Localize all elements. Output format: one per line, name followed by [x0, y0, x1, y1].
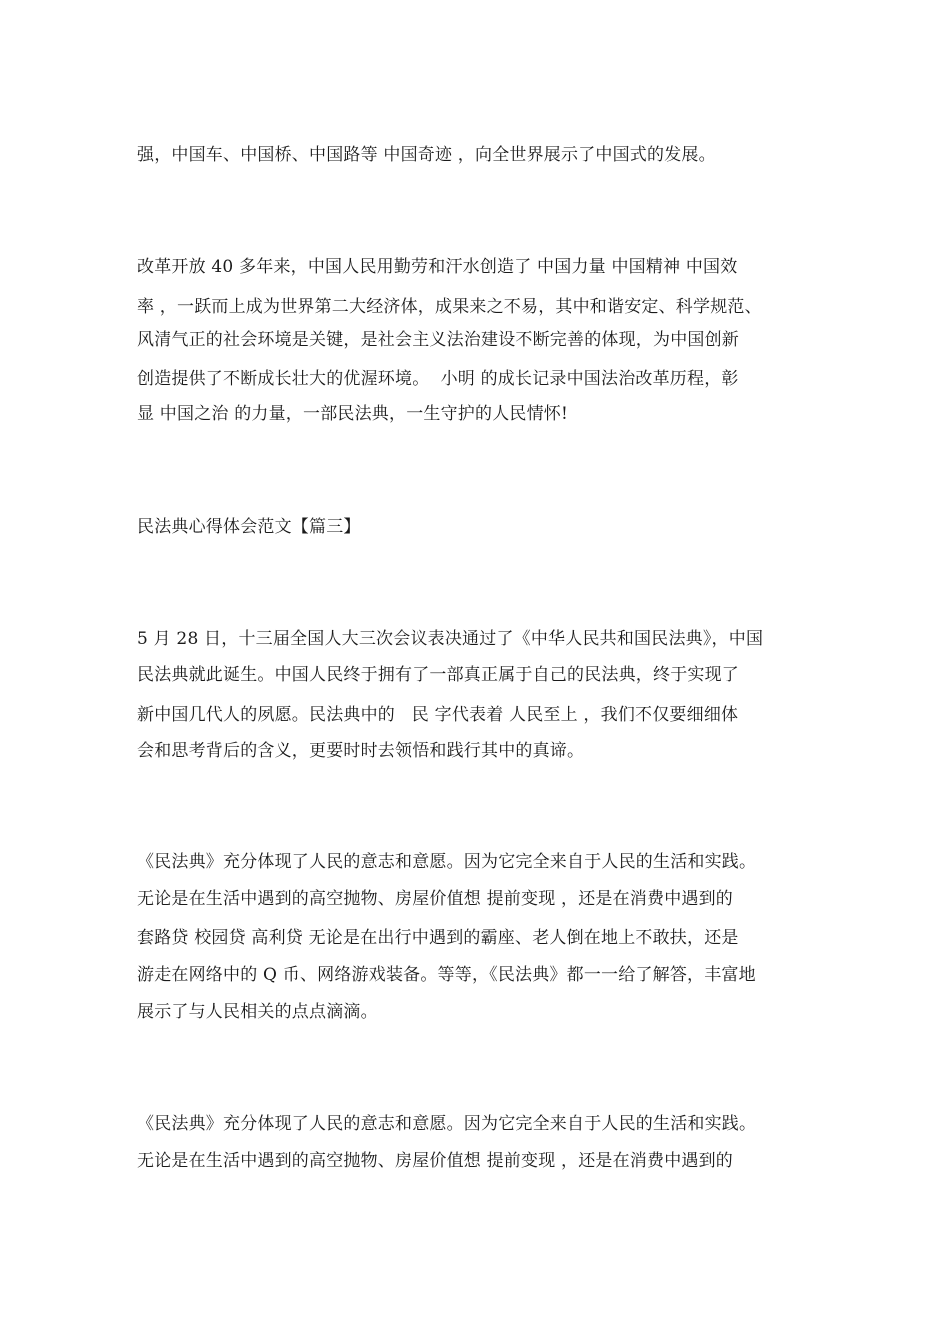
paragraph-2-line-5: 显 中国之治 的力量，一部民法典，一生守护的人民情怀!: [137, 404, 569, 424]
paragraph-6-line-1: 《民法典》充分体现了人民的意志和意愿。因为它完全来自于人民的生活和实践。: [137, 1114, 757, 1134]
paragraph-4-line-3: 新中国几代人的夙愿。民法典中的 民 字代表着 人民至上 ，我们不仅要细细体: [137, 705, 739, 725]
paragraph-2-line-1: 改革开放 40 多年来，中国人民用勤劳和汗水创造了 中国力量 中国精神 中国效: [137, 257, 738, 277]
paragraph-4-line-4: 会和思考背后的含义，更要时时去领悟和践行其中的真谛。: [137, 741, 585, 761]
paragraph-2-line-4: 创造提供了不断成长壮大的优渥环境。 小明 的成长记录中国法治改革历程，彰: [137, 369, 739, 389]
paragraph-4-line-2: 民法典就此诞生。中国人民终于拥有了一部真正属于自己的民法典，终于实现了: [137, 665, 739, 685]
paragraph-5-line-3: 套路贷 校园贷 高利贷 无论是在出行中遇到的霸座、老人倒在地上不敢扶，还是: [137, 928, 739, 948]
paragraph-6-line-2: 无论是在生活中遇到的高空抛物、房屋价值想 提前变现 ，还是在消费中遇到的: [137, 1151, 734, 1171]
section-heading: 民法典心得体会范文【篇三】: [137, 517, 361, 537]
paragraph-5-line-5: 展示了与人民相关的点点滴滴。: [137, 1002, 378, 1022]
paragraph-4-line-1: 5 月 28 日，十三届全国人大三次会议表决通过了《中华人民共和国民法典》，中国: [137, 629, 764, 649]
paragraph-1-line-1: 强，中国车、中国桥、中国路等 中国奇迹 ，向全世界展示了中国式的发展。: [137, 145, 716, 165]
paragraph-2-line-3: 风清气正的社会环境是关键，是社会主义法治建设不断完善的体现，为中国创新: [137, 330, 739, 350]
paragraph-5-line-4: 游走在网络中的 Q 币、网络游戏装备。等等，《民法典》都一一给了解答，丰富地: [137, 965, 756, 985]
paragraph-5-line-2: 无论是在生活中遇到的高空抛物、房屋价值想 提前变现 ，还是在消费中遇到的: [137, 889, 734, 909]
paragraph-2-line-2: 率 ，一跃而上成为世界第二大经济体，成果来之不易，其中和谐安定、科学规范、: [137, 297, 762, 317]
paragraph-5-line-1: 《民法典》充分体现了人民的意志和意愿。因为它完全来自于人民的生活和实践。: [137, 852, 757, 872]
